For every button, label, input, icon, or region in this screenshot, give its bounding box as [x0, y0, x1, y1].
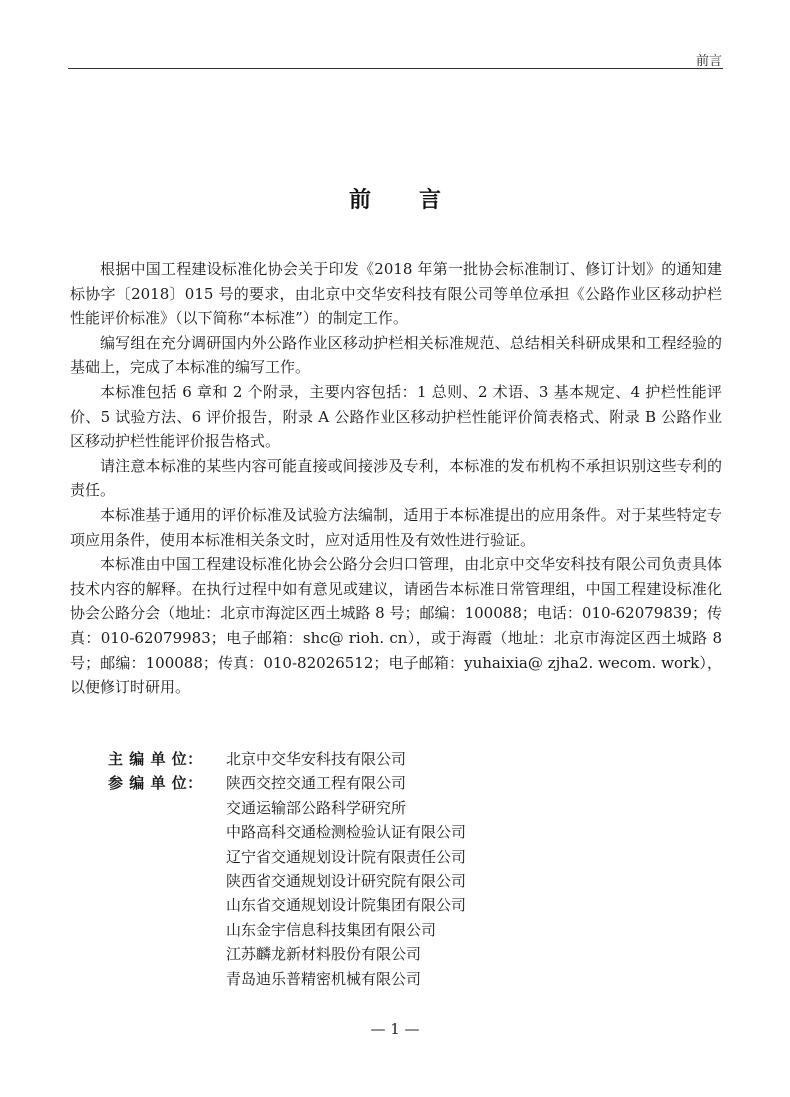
page-number: — 1 — [370, 1020, 420, 1038]
chief-unit-list [226, 747, 406, 771]
participating-unit-label: 参 编 单 位： [108, 774, 203, 793]
unit-name: 青岛迪乐普精密机械有限公司 [226, 969, 422, 988]
unit-name: 中路高科交通检测检验认证有限公司 [226, 823, 467, 842]
unit-name: 山东金宇信息科技集团有限公司 [226, 920, 437, 939]
page-title: 前言 [348, 188, 489, 213]
paragraph: 本标准基于通用的评价标准及试验方法编制，适用于本标准提出的应用条件。对于某些特定专项应用条件，使用本标准相关条文时，应对适用性及有效性进行验证。 [70, 505, 722, 549]
unit-name: 江苏麟龙新材料股份有限公司 [226, 945, 422, 964]
drafting-units [108, 747, 466, 991]
paragraph: 编写组在充分调研国内外公路作业区移动护栏相关标准规范、总结相关科研成果和工程经验的基础上，完成了本标准的编写工作。 [70, 333, 722, 377]
running-header-title: 前言 [695, 54, 722, 69]
participating-unit-row [108, 771, 466, 991]
chief-unit-row [108, 747, 466, 771]
header-rule [68, 68, 723, 69]
body-text [70, 257, 722, 700]
paragraph: 本标准包括 6 章和 2 个附录，主要内容包括：1 总则、2 术语、3 基本规定、4 护栏性能评价、5 试验方法、6 评价报告，附录 A 公路作业区移动护栏性能评价简表格式、附录 B 公路作业区移动护栏性能评价报告格式。 [70, 382, 722, 451]
paragraph: 请注意本标准的某些内容可能直接或间接涉及专利，本标准的发布机构不承担识别这些专利的责任。 [70, 456, 722, 500]
unit-name: 陕西交控交通工程有限公司 [226, 774, 407, 793]
unit-name: 北京中交华安科技有限公司 [226, 750, 407, 768]
unit-name: 交通运输部公路科学研究所 [226, 798, 407, 817]
paragraph: 本标准由中国工程建设标准化协会公路分会归口管理，由北京中交华安科技有限公司负责具体技术内容的解释。在执行过程中如有意见或建议，请函告本标准日常管理组，中国工程建设标准化协会公路分会（地址：北京市海淀区西土城路 8 号；邮编：100088；电话：010-62079839；传真：010-62079983；电子邮箱：shc@ rioh. cn），或于海霞（地址：北京市海淀区西土城路 8 号；邮编：100088；传真：010-82026512；电子邮箱：yuhaixia@ zjha2. wecom. work），以便修订时研用。 [70, 555, 722, 697]
participating-unit-list [226, 771, 466, 991]
unit-name: 陕西省交通规划设计研究院有限公司 [226, 872, 467, 891]
unit-name: 辽宁省交通规划设计院有限责任公司 [226, 847, 467, 866]
paragraph: 根据中国工程建设标准化协会关于印发《2018 年第一批协会标准制订、修订计划》的通知建标协字〔2018〕015 号的要求，由北京中交华安科技有限公司等单位承担《公路作业区移动护栏性能评价标准》（以下简称“本标准”）的制定工作。 [70, 260, 722, 328]
chief-unit-label: 主 编 单 位： [108, 750, 203, 768]
unit-name: 山东省交通规划设计院集团有限公司 [226, 896, 467, 915]
